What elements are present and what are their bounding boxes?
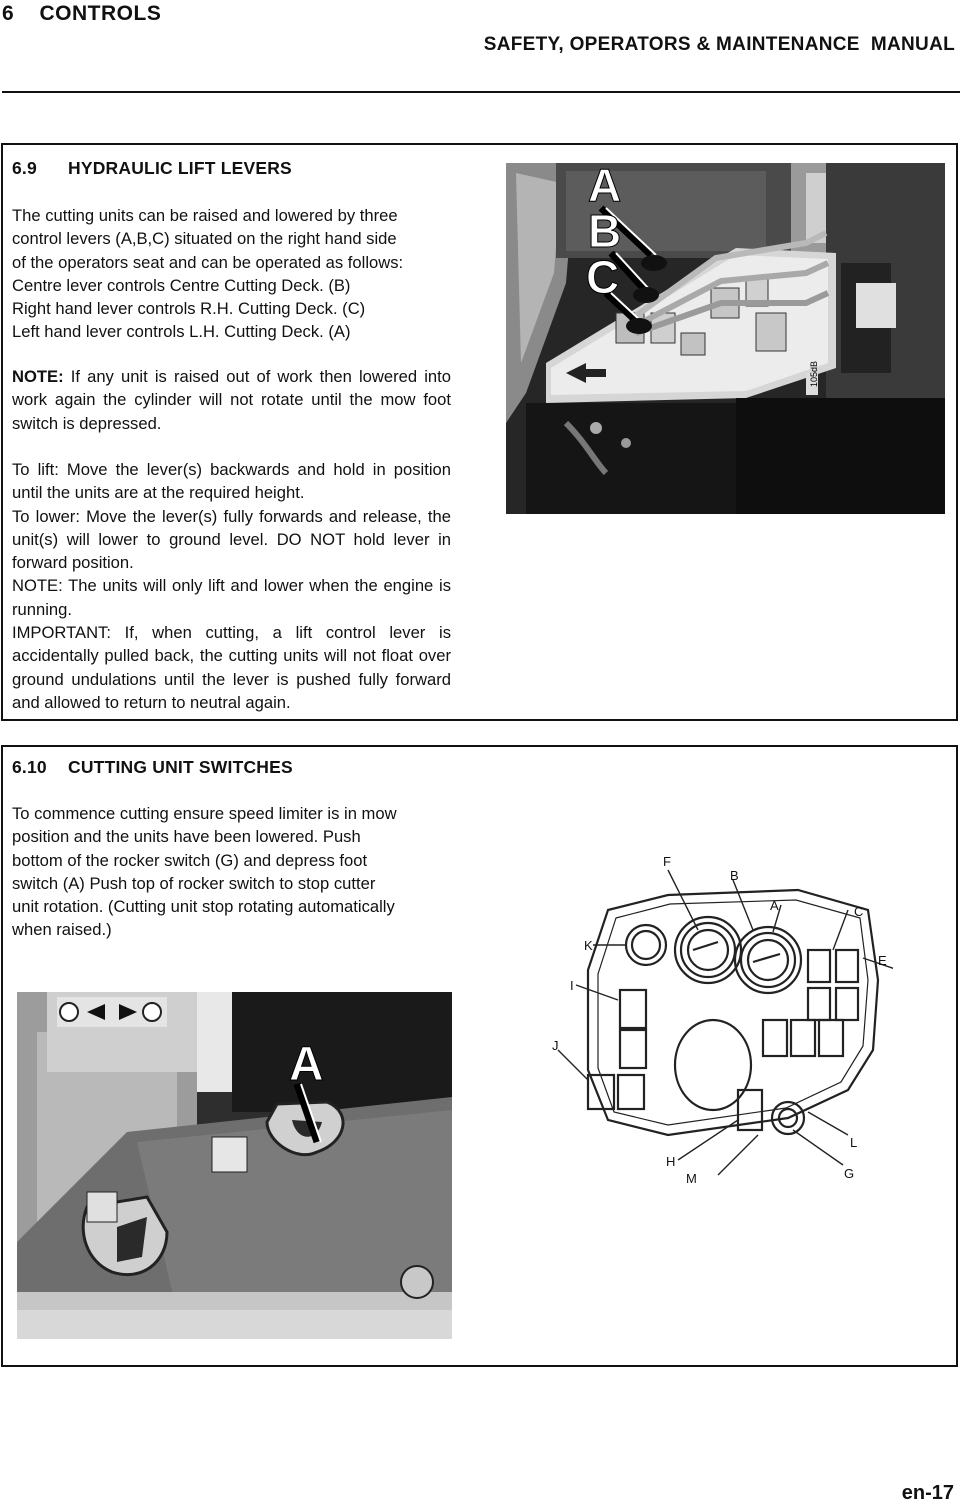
- section-title: HYDRAULIC LIFT LEVERS: [68, 158, 292, 178]
- foot-switch-photo: [17, 992, 452, 1339]
- note-paragraph: [12, 365, 451, 435]
- diagram-label-g: G: [844, 1166, 855, 1181]
- important-notice: IMPORTANT: If, when cutting, a lift control lever is accidentally pulled back, the cutting units will not float over ground undulations until the lever is pushed fully forward and allowed to return to neutral again.: [12, 623, 451, 712]
- text-line: control levers (A,B,C) situated on the right hand side: [12, 229, 397, 249]
- diagram-label-j: J: [552, 1038, 559, 1053]
- text-line: bottom of the rocker switch (G) and depress foot: [12, 850, 368, 870]
- decibel-sticker: 105dB: [809, 360, 819, 387]
- text-line: Centre lever controls Centre Cutting Deck. (B): [12, 275, 351, 295]
- cutting-switch-instructions: [12, 802, 462, 942]
- diagram-label-m: M: [686, 1171, 697, 1185]
- text-line: switch (A) Push top of rocker switch to stop cutter: [12, 873, 376, 893]
- note-text: If any unit is raised out of work then lowered into work again the cylinder will not rotate until the mow foot switch is depressed.: [12, 367, 451, 433]
- diagram-label-k: K: [584, 938, 593, 953]
- section-heading-6-9: [12, 158, 292, 179]
- control-panel-illustration: [548, 850, 893, 1185]
- section-number: 6.10: [12, 757, 47, 777]
- diagram-label-c: C: [854, 904, 864, 919]
- operating-instructions: [12, 458, 451, 714]
- diagram-label-f: F: [663, 854, 671, 869]
- lift-levers-illustration: [506, 163, 945, 514]
- section-heading-6-10: [12, 757, 293, 778]
- text-line: when raised.): [12, 920, 112, 940]
- text-line: unit rotation. (Cutting unit stop rotating automatically: [12, 897, 395, 917]
- lift-levers-intro: [12, 204, 452, 344]
- diagram-label-b: B: [730, 868, 739, 883]
- control-panel-diagram: [548, 850, 893, 1185]
- header-divider: [2, 91, 960, 93]
- lift-levers-photo: [506, 163, 945, 514]
- chapter-title: 6 CONTROLS: [2, 2, 162, 25]
- section-title: CUTTING UNIT SWITCHES: [68, 757, 293, 777]
- lower-instructions: To lower: Move the lever(s) fully forwards and release, the unit(s) will lower to ground level. DO NOT hold lever in forward position.: [12, 506, 451, 573]
- lever-label-b: B: [588, 205, 622, 257]
- foot-switch-label-a: A: [289, 1038, 324, 1091]
- page-number: en-17: [901, 1482, 954, 1504]
- lift-instructions: To lift: Move the lever(s) backwards and hold in position until the units are at the required height.: [12, 460, 451, 503]
- manual-title: SAFETY, OPERATORS & MAINTENANCE MANUAL: [483, 34, 955, 55]
- text-line: The cutting units can be raised and lowered by three: [12, 206, 398, 225]
- diagram-label-i: I: [570, 978, 574, 993]
- lever-label-a: A: [588, 163, 622, 211]
- foot-switch-illustration: [17, 992, 452, 1339]
- diagram-label-l: L: [850, 1135, 858, 1150]
- text-line: Right hand lever controls R.H. Cutting Deck. (C): [12, 299, 366, 319]
- text-line: Left hand lever controls L.H. Cutting Deck. (A): [12, 322, 351, 342]
- text-line: To commence cutting ensure speed limiter is in mow: [12, 804, 397, 823]
- section-number: 6.9: [12, 158, 37, 178]
- text-line: of the operators seat and can be operated as follows:: [12, 252, 404, 272]
- diagram-label-a: A: [770, 898, 779, 913]
- diagram-label-h: H: [666, 1154, 676, 1169]
- engine-note: NOTE: The units will only lift and lower when the engine is running.: [12, 576, 451, 619]
- diagram-label-e: E: [878, 953, 887, 968]
- note-label: NOTE:: [12, 367, 64, 386]
- text-line: position and the units have been lowered. Push: [12, 827, 361, 847]
- lever-label-c: C: [586, 251, 620, 303]
